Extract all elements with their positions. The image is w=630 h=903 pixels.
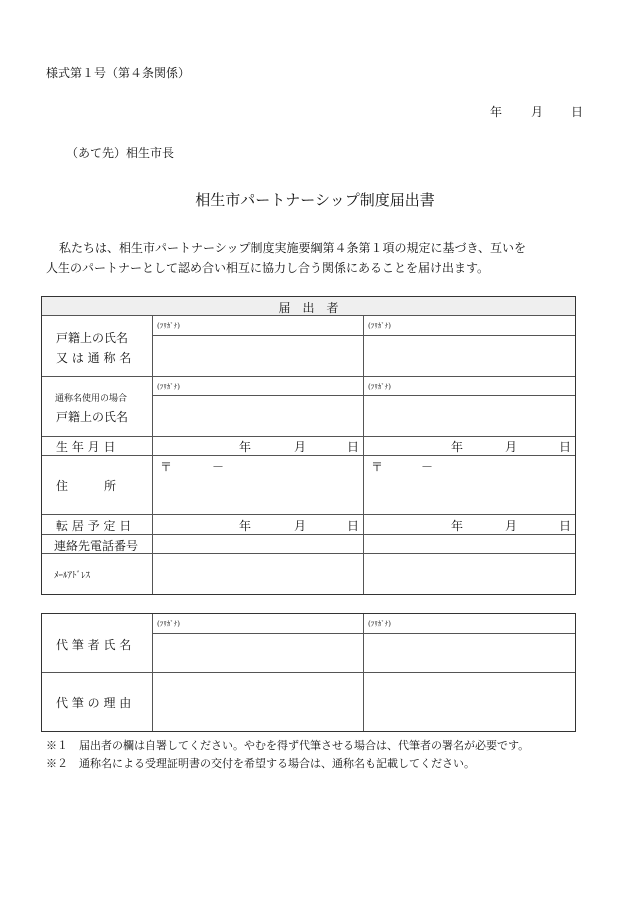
furigana-label: (ﾌﾘｶﾞﾅ): [157, 620, 180, 628]
furigana-label: (ﾌﾘｶﾞﾅ): [368, 322, 391, 330]
postal-mark-2: 〒: [371, 460, 384, 474]
name-input-2[interactable]: [364, 336, 574, 375]
proxy-table: [41, 613, 576, 732]
move-year-1: 年: [239, 519, 252, 533]
row-label-address: 住 所: [56, 479, 117, 493]
name-input-1[interactable]: [153, 336, 362, 375]
note-2: ※２ 通称名による受理証明書の交付を希望する場合は、通称名も記載してください。: [46, 757, 475, 770]
alias-name-input-1[interactable]: [153, 396, 362, 435]
furigana-label: (ﾌﾘｶﾞﾅ): [157, 322, 180, 330]
move-day-1: 日: [347, 519, 360, 533]
postal-dash-2: －: [421, 460, 434, 474]
date-month-label: 月: [531, 105, 544, 119]
row-label-proxy-reason: 代 筆 の 理 由: [56, 696, 132, 710]
notifier-table: [41, 296, 576, 595]
date-year-label: 年: [490, 105, 503, 119]
row-label-name-1: 戸籍上の氏名: [56, 331, 129, 345]
birth-year-2: 年: [451, 440, 464, 454]
addressee: （あて先）相生市長: [66, 146, 175, 160]
declaration-line-2: 人生のパートナーとして認め合い相互に協力し合う関係にあることを届け出ます。: [46, 261, 490, 275]
note-1: ※１ 届出者の欄は自署してください。やむを得ず代筆させる場合は、代筆者の署名が必要です。: [46, 739, 530, 752]
postal-dash-1: －: [212, 460, 225, 474]
row-label-move: 転 居 予 定 日: [56, 519, 132, 533]
birth-year-1: 年: [239, 440, 252, 454]
document-title: 相生市パートナーシップ制度届出書: [195, 191, 435, 209]
birth-month-1: 月: [294, 440, 307, 454]
declaration-paragraph: [46, 238, 591, 278]
row-label-name-2: 又 は 通 称 名: [56, 351, 132, 365]
birth-month-2: 月: [505, 440, 518, 454]
move-day-2: 日: [559, 519, 572, 533]
move-year-2: 年: [451, 519, 464, 533]
alias-name-input-2[interactable]: [364, 396, 574, 435]
postal-mark-1: 〒: [160, 460, 173, 474]
row-label-email: ﾒｰﾙｱﾄﾞﾚｽ: [54, 571, 91, 581]
furigana-label: (ﾌﾘｶﾞﾅ): [157, 383, 180, 391]
form-number: 様式第１号（第４条関係）: [46, 66, 191, 80]
row-label-alias-2: 戸籍上の氏名: [56, 410, 129, 424]
birth-day-2: 日: [559, 440, 572, 454]
birth-day-1: 日: [347, 440, 360, 454]
declaration-line-1: 私たちは、相生市パートナーシップ制度実施要綱第４条第１項の規定に基づき、互いを: [59, 241, 527, 255]
move-month-2: 月: [505, 519, 518, 533]
notifier-header: 届 出 者: [278, 301, 339, 315]
date-day-label: 日: [571, 105, 584, 119]
furigana-label: (ﾌﾘｶﾞﾅ): [368, 620, 391, 628]
row-label-phone: 連絡先電話番号: [54, 539, 139, 553]
row-label-proxy-name: 代 筆 者 氏 名: [56, 638, 132, 652]
furigana-label: (ﾌﾘｶﾞﾅ): [368, 383, 391, 391]
move-month-1: 月: [294, 519, 307, 533]
row-label-birth: 生 年 月 日: [56, 440, 116, 454]
row-label-alias-1: 通称名使用の場合: [55, 394, 128, 404]
